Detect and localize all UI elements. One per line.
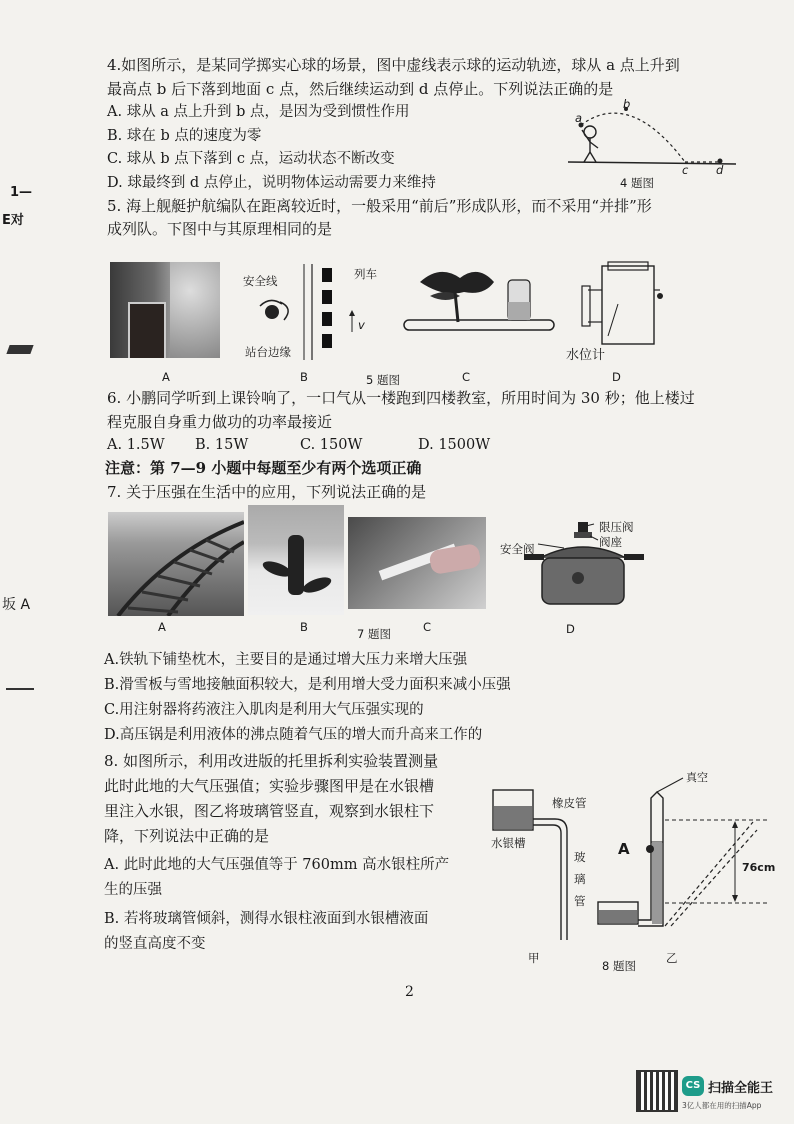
q7-label-b: B [300,620,308,634]
qr-code-icon [636,1070,678,1112]
q4-label-d: d [716,163,724,177]
q7-photo-skier [248,505,344,615]
q7-photo-syringe [348,517,486,609]
q4-label-b: b [623,97,631,111]
multi-answer-note: 注意：第 7—9 小题中每题至少有两个选项正确 [105,459,422,477]
q8-stem-line3: 里注入水银，图乙将玻璃管竖直，观察到水银柱下 [104,802,435,820]
q7-option-d: D.高压锅是利用液体的沸点随着气压的增大而升高来工作的 [104,727,483,743]
q4-option-a: A. 球从 a 点上升到 b 点，是因为受到惯性作用 [107,104,410,120]
q6-option-d: D. 1500W [418,437,491,453]
q7-option-c: C.用注射器将药液注入肌肉是利用大气压强实现的 [104,702,424,718]
page-number: 2 [405,984,414,1000]
q4-figure-caption: 4 题图 [620,176,654,190]
q7-option-b: B.滑雪板与雪地接触面积较大，是利用增大受力面积来减小压强 [104,677,511,693]
q5-label-train: 列车 [354,267,377,281]
q8-label-rubber-tube: 橡皮管 [552,796,587,810]
q4-label-a: a [575,111,583,125]
q7-photo-rails [108,512,244,616]
q7-label-valve-seat: 阀座 [599,535,622,549]
q8-label-glass-tube: 玻 璃 管 [574,850,586,908]
q7-figure-caption: 7 题图 [357,627,391,641]
q8-stem-line4: 降，下列说法中正确的是 [104,827,270,845]
q8-stem-line2: 此时此地的大气压强值；实验步骤图甲是在水银槽 [104,777,435,795]
q8-option-b-line2: 的竖直高度不变 [104,936,206,952]
q5-label-a: A [162,370,170,384]
q8-label-height: 76cm [742,861,776,874]
q8-label-mercury-tank: 水银槽 [491,836,526,850]
q5-label-v: v [358,318,365,332]
q6-stem-line1: 6. 小鹏同学听到上课铃响了，一口气从一楼跑到四楼教室，所用时间为 30 秒；他上楼过 [107,389,695,407]
q7-label-safety-valve: 安全阀 [500,542,535,556]
q7-label-d: D [566,622,575,636]
q4-stem-line1: 4.如图所示，是某同学掷实心球的场景，图中虚线表示球的运动轨迹，球从 a 点上升到 [107,56,680,74]
q5-figure-caption: 5 题图 [366,373,400,387]
q8-figure-torricelli [485,770,775,960]
q4-option-b: B. 球在 b 点的速度为零 [107,128,262,144]
q6-stem-line2: 程克服自身重力做功的功率最接近 [107,413,333,431]
q8-stem-line1: 8. 如图所示，利用改进版的托里拆利实验装置测量 [104,752,439,770]
q7-stem-line1: 7. 关于压强在生活中的应用，下列说法正确的是 [107,483,427,501]
q8-label-jia: 甲 [528,951,540,965]
q5-photo-a [110,262,220,358]
margin-mark-3: 坂 A [2,597,31,613]
cs-logo-icon: CS [682,1076,704,1096]
q5-label-water-gauge: 水位计 [566,348,606,363]
q8-option-b-line1: B. 若将玻璃管倾斜，测得水银柱液面到水银槽液面 [104,911,429,927]
q8-figure-caption: 8 题图 [602,959,636,973]
q4-figure [560,94,740,178]
q4-option-c: C. 球从 b 点下落到 c 点，运动状态不断改变 [107,151,395,167]
margin-mark-2: E对 [2,213,24,228]
q4-option-d: D. 球最终到 d 点停止，说明物体运动需要力来维持 [107,175,436,191]
q5-label-platform-edge: 站台边缘 [245,345,291,359]
q6-option-a: A. 1.5W [107,437,165,453]
q6-option-c: C. 150W [300,437,363,453]
q5-stem-line2: 成列队。下图中与其原理相同的是 [107,220,333,238]
q8-label-point-a: A [618,840,630,858]
margin-smudge [6,345,33,354]
q8-option-a-line1: A. 此时此地的大气压强值等于 760mm 高水银柱所产 [104,857,450,873]
q5-label-safety-line: 安全线 [243,274,278,288]
scanner-subtitle: 3亿人都在用的扫描App [682,1101,762,1110]
q5-label-c: C [462,370,471,384]
q5-stem-line1: 5. 海上舰艇护航编队在距离较近时，一般采用“前后”形成队形，而不采用“并排”形 [107,197,652,215]
margin-mark-1: 1— [10,185,33,200]
margin-hatch [6,688,34,693]
q5-label-b: B [300,370,308,384]
q7-label-c: C [423,620,432,634]
q5-figure-c [400,262,560,344]
q5-figure-d [568,260,668,348]
q7-label-limit-valve: 限压阀 [599,520,634,534]
q7-label-a: A [158,620,166,634]
q6-option-b: B. 15W [195,437,249,453]
q4-stem-line2: 最高点 b 后下落到地面 c 点，然后继续运动到 d 点停止。下列说法正确的是 [107,80,614,98]
q4-label-c: c [682,163,689,177]
q8-option-a-line2: 生的压强 [104,882,162,898]
q5-label-d: D [612,370,621,384]
q8-label-yi: 乙 [666,951,678,965]
scanner-brand: 扫描全能王 [708,1081,774,1096]
q8-label-vacuum: 真空 [686,771,708,784]
q7-option-a: A.铁轨下铺垫枕木，主要目的是通过增大压力来增大压强 [104,652,468,668]
